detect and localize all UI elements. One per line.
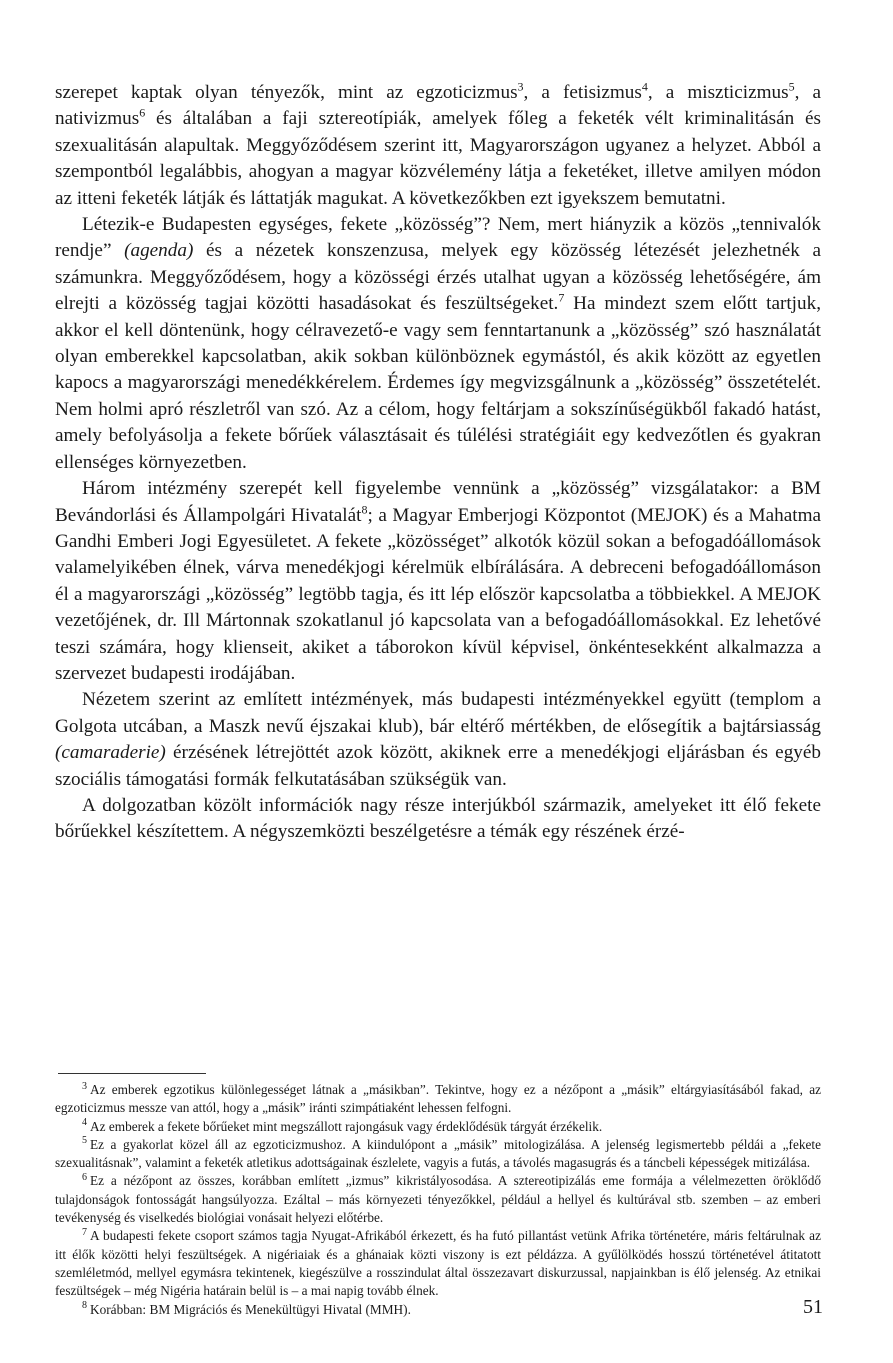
text-run: ; a Magyar Emberjogi Központot (MEJOK) és a Mahatma Gandhi Emberi Jogi Egyesületet. A fekete „közösséget” alkotók közül sokan a befogadóállomások valamelyikében élnek, várva menedékjogi kérelmük elbírálására. A debreceni befogadóállomáson él a magyarországi „közösség” legtöbb tagja, és itt lép először kapcsolatba a többiekkel. A MEJOK vezetőjének, dr. Ill Mártonnak szokatlanul jó kapcsolata van a befogadóállomásokkal. Ez lehetővé teszi számára, hogy klienseit, akiket a táborokon kívül képvisel, önkéntesekként alkalmazza a szervezet budapesti irodájában.	[55, 504, 822, 684]
paragraph-4	[55, 687, 821, 793]
footnote-6	[55, 1172, 821, 1227]
text-run: , a nativizmus	[55, 82, 821, 130]
footnote-7	[55, 1227, 821, 1300]
text-run: Három intézmény szerepét kell figyelembe vennünk a „közösség” vizsgálatakor: a BM Bevándorlási és Állampolgári Hivatalát	[55, 478, 821, 526]
paragraph-1	[55, 80, 821, 212]
footnote-ref-8[interactable]: 8	[361, 502, 368, 517]
text-run: A dolgozatban közölt információk nagy része interjúkból származik, amelyeket itt élő fekete bőrűekkel készítettem. A négyszemközti beszélgetésre a témák egy részének érzé-	[55, 794, 821, 843]
body-text	[55, 80, 821, 846]
footnote-number: 7	[82, 1226, 87, 1238]
text-run: Nézetem szerint az említett intézmények, más budapesti intézményekkel együtt (templom a Golgota utcában, a Maszk nevű éjszakai klub), bár eltérő mértékben, de elősegítik a bajtársiasság	[55, 689, 821, 737]
footnote-text: Az emberek egzotikus különlegességet látnak a „másikban”. Tekintve, hogy ez a nézőpont a „másik” eltárgyiasításából fakad, az egzoticizmus messze van attól, hogy a „másik” iránti szimpátiaként lehessen felfogni.	[55, 1082, 821, 1116]
text-run: szerepet kaptak olyan tényezők, mint az egzoticizmus	[55, 82, 518, 103]
paragraph-3	[55, 476, 821, 687]
text-run: és a nézetek konszenzusa, melyek egy közösség létezését jelezhetnék a számunkra. Meggyőződésem, hogy a közösségi érzés utalhat ugyan a közösség lehetőségére, ám elrejti a közösség tagjai közötti hasadásokat és feszültségeket.	[55, 240, 821, 315]
footnote-text: Ez a nézőpont az összes, korábban említett „izmus” kikristályosodása. A sztereotipizálás eme formája a vélelmezetten öröklődő tulajdonságok fontosságát hangsúlyozza. Ezáltal – más környezeti tényezőkkel, például a hellyel és kultúrával stb. szemben – az emberi tevékenység és viselkedés biológiai vonásait helyezi előtérbe.	[55, 1173, 821, 1226]
paragraph-5	[55, 793, 821, 846]
footnote-8	[55, 1301, 821, 1319]
footnote-ref-6[interactable]: 6	[139, 106, 146, 121]
footnotes	[55, 1081, 821, 1319]
footnote-number: 6	[82, 1172, 87, 1184]
footnote-3	[55, 1081, 821, 1118]
footnote-5	[55, 1136, 821, 1173]
text-run: és általában a faji sztereotípiák, amelyek főleg a feketék vélt kriminalitásán és szexualitásán alapultak. Meggyőződésem szerint itt, Magyarországon ugyanez a helyzet. Abból a szempontból legalábbis, ahogyan a magyar közvélemény látja a feketéket, illetve amilyen módon az itteni feketék látják és láttatják magukat. A következőkben ezt igyekszem bemutatni.	[55, 108, 821, 209]
page-number: 51	[803, 1296, 823, 1318]
footnote-ref-7[interactable]: 7	[558, 290, 565, 305]
italic-term: (agenda)	[124, 240, 194, 262]
footnote-ref-5[interactable]: 5	[788, 79, 795, 94]
footnote-text: Ez a gyakorlat közel áll az egzoticizmushoz. A kiindulópont a „másik” mitologizálása. A jelenség legismertebb példái a „fekete szexualitásnak”, valamint a feketék atletikus adottságainak észlelete, vagyis a futás, a távolés magasugrás és a táncbeli képességek mitizálása.	[55, 1136, 821, 1171]
text-run: Létezik-e Budapesten egységes, fekete „közösség”? Nem, mert hiányzik a közös „tennivalók rendje”	[55, 214, 821, 262]
footnote-text: Korábban: BM Migrációs és Menekültügyi Hivatal (MMH).	[90, 1301, 411, 1317]
italic-term: (camaraderie)	[55, 742, 166, 764]
text-run: , a miszticizmus	[647, 82, 789, 103]
footnote-text: A budapesti fekete csoport számos tagja Nyugat-Afrikából érkezett, és ha futó pillantást vetünk Afrika történetére, máris feltárulnak az itt élők közötti helyi feszültségek. A nigériaiak és a ghánaiak közti viszony is ezt példázza. A gyűlölködés hosszú történetével átitatott szemléletmód, mellyel egymásra tekintenek, kiegészülve a rosszindulat által összezavart diskurzussal, napjainkban is élő jelenség. Az etnikai feszültségek – még Nigéria határain belül is – a mai napig tovább élnek.	[55, 1228, 821, 1299]
text-run: , a fetisizmus	[523, 82, 642, 103]
footnote-number: 3	[82, 1080, 87, 1092]
paragraph-2	[55, 212, 821, 476]
footnote-number: 4	[82, 1117, 87, 1129]
footnote-text: Az emberek a fekete bőrűeket mint megszállott rajongásuk vagy érdeklődésük tárgyát érzékelik.	[90, 1118, 603, 1134]
footnote-number: 5	[82, 1135, 87, 1147]
footnote-4	[55, 1118, 821, 1136]
footnote-number: 8	[82, 1300, 87, 1312]
footnote-ref-3[interactable]: 3	[517, 79, 524, 94]
text-run: Ha mindezt szem előtt tartjuk, akkor el kell döntenünk, hogy célravezető-e vagy sem fenntartanunk a „közösség” szó használatát olyan emberekkel kapcsolatban, akik sokban különböznek egymástól, és akik között az egyetlen kapocs a magyarországi menedékkérelem. Érdemes így megvizsgálnunk a „közösség” összetételét. Nem holmi apró részletről van szó. Az a célom, hogy feltárjam a sokszínűségükből fakadó hatást, amely befolyásolja a fekete bőrűek választásait és túlélési stratégiáit egy kedvezőtlen és gyakran ellenséges környezetben.	[55, 293, 821, 473]
footnote-divider	[58, 1073, 206, 1074]
footnote-ref-4[interactable]: 4	[641, 79, 648, 94]
text-run: érzésének létrejöttét azok között, akiknek erre a menedékjogi eljárásban és egyéb szociális támogatási formák felkutatásában szükségük van.	[55, 742, 821, 790]
